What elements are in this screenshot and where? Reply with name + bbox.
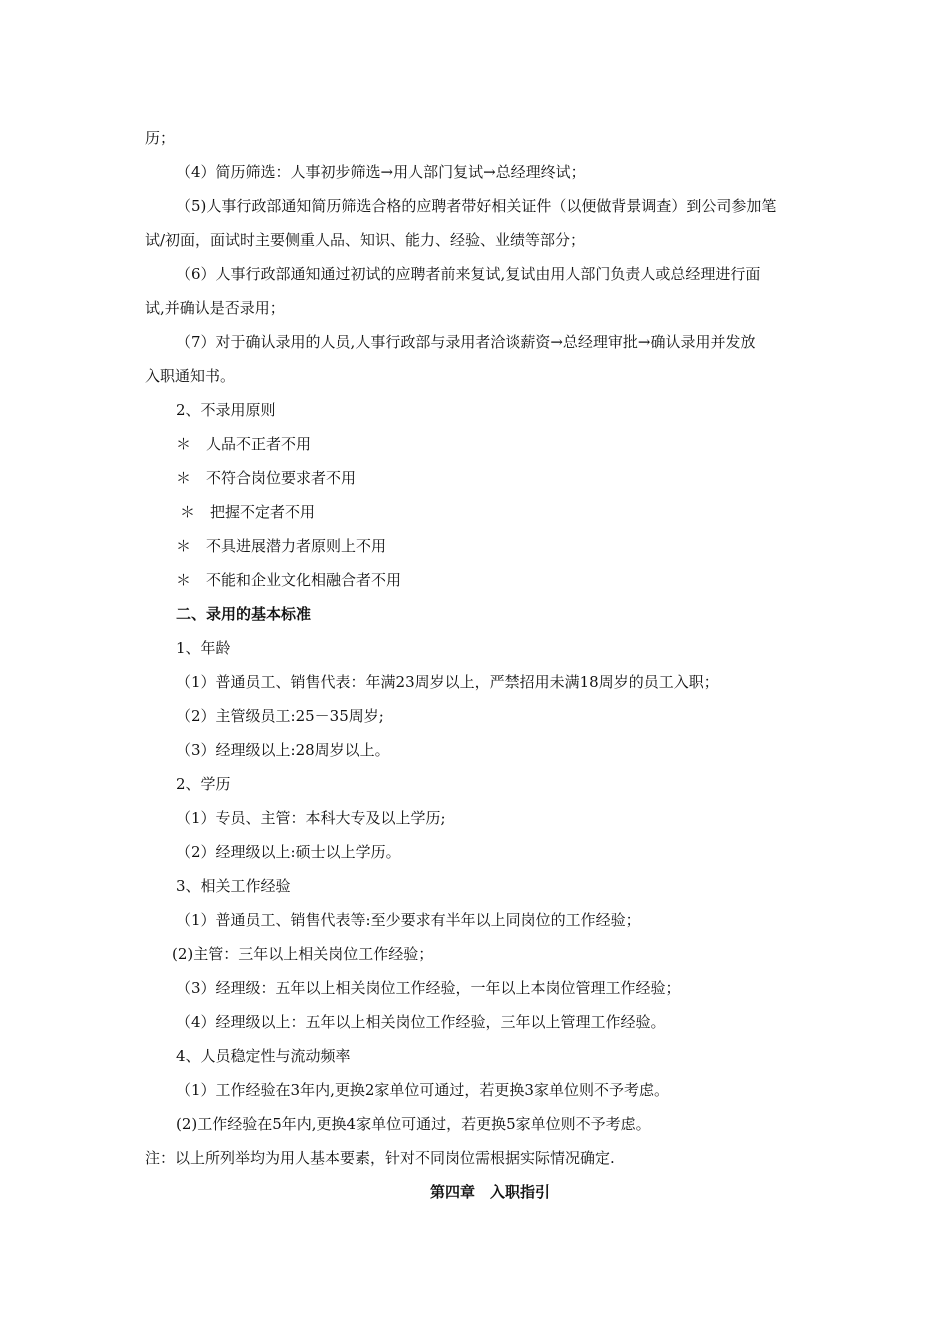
paragraph-line: （1）普通员工、销售代表等:至少要求有半年以上同岗位的工作经验； <box>176 911 641 929</box>
chapter-heading: 第四章 入职指引 <box>430 1183 551 1201</box>
paragraph-line: （3）经理级：五年以上相关岗位工作经验，一年以上本岗位管理工作经验； <box>176 979 681 997</box>
subheading: 2、不录用原则 <box>176 401 276 419</box>
paragraph-line: （2）主管级员工:25－35周岁; <box>176 707 384 725</box>
subheading: 3、相关工作经验 <box>176 877 291 895</box>
bullet-item: ＊ 不能和企业文化相融合者不用 <box>176 571 402 589</box>
paragraph-line: (2)工作经验在5年内,更换4家单位可通过，若更换5家单位则不予考虑。 <box>176 1115 651 1133</box>
paragraph-line: （1）普通员工、销售代表：年满23周岁以上，严禁招用未满18周岁的员工入职； <box>176 673 719 691</box>
paragraph-line: （7）对于确认录用的人员,人事行政部与录用者洽谈薪资→总经理审批→确认录用并发放 <box>176 333 756 351</box>
paragraph-line: （5)人事行政部通知简历筛选合格的应聘者带好相关证件（以便做背景调查）到公司参加笔 <box>176 197 777 215</box>
paragraph-line: （4）经理级以上：五年以上相关岗位工作经验，三年以上管理工作经验。 <box>176 1013 666 1031</box>
bullet-item: ＊ 把握不定者不用 <box>180 503 316 521</box>
paragraph-line: 试/初面，面试时主要侧重人品、知识、能力、经验、业绩等部分； <box>145 231 586 249</box>
subheading: 1、年龄 <box>176 639 231 657</box>
subheading: 2、学历 <box>176 775 231 793</box>
paragraph-line: （2）经理级以上:硕士以上学历。 <box>176 843 401 861</box>
paragraph-line: 历； <box>145 129 176 147</box>
paragraph-line: 入职通知书。 <box>145 367 236 385</box>
section-heading: 二、录用的基本标准 <box>176 605 312 623</box>
paragraph-line: （3）经理级以上:28周岁以上。 <box>176 741 390 759</box>
paragraph-line: （6）人事行政部通知通过初试的应聘者前来复试,复试由用人部门负责人或总经理进行面 <box>176 265 761 283</box>
subheading: 4、人员稳定性与流动频率 <box>176 1047 351 1065</box>
paragraph-line: 试,并确认是否录用； <box>145 299 285 317</box>
paragraph-line: （4）简历筛选：人事初步筛选→用人部门复试→总经理终试； <box>176 163 586 181</box>
note-line: 注：以上所列举均为用人基本要素，针对不同岗位需根据实际情况确定. <box>145 1149 615 1167</box>
bullet-item: ＊ 不符合岗位要求者不用 <box>176 469 357 487</box>
paragraph-line: （1）专员、主管：本科大专及以上学历; <box>176 809 446 827</box>
bullet-item: ＊ 人品不正者不用 <box>176 435 312 453</box>
paragraph-line: (2)主管：三年以上相关岗位工作经验； <box>172 945 434 963</box>
paragraph-line: （1）工作经验在3年内,更换2家单位可通过，若更换3家单位则不予考虑。 <box>176 1081 669 1099</box>
bullet-item: ＊ 不具进展潜力者原则上不用 <box>176 537 387 555</box>
